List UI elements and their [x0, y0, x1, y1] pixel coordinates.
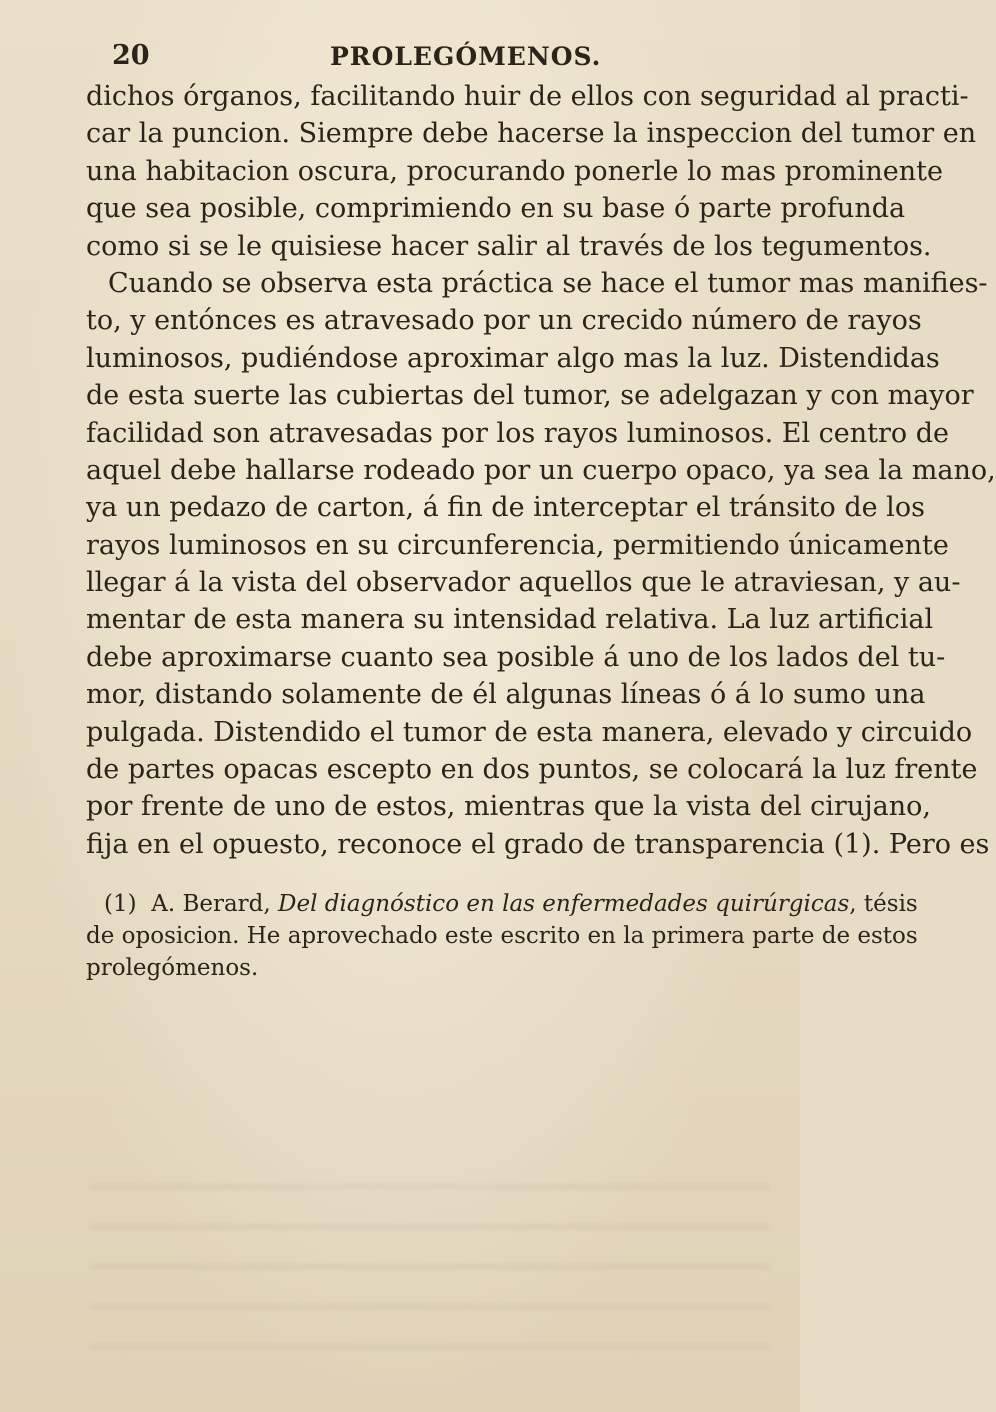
- text-line: que sea posible, comprimiendo en su base ó parte profunda: [86, 193, 906, 225]
- text-line: pulgada. Distendido el tumor de esta manera, elevado y circuido: [86, 716, 973, 748]
- footnote-line: de oposicion. He aprovechado este escrito en la primera parte de estos: [86, 923, 918, 949]
- page-number: 20: [112, 40, 150, 71]
- text-line: car la puncion. Siempre debe hacerse la inspeccion del tumor en: [86, 118, 977, 150]
- footnote-cited-title: Del diagnóstico en las enfermedades quirúrgicas: [278, 891, 850, 917]
- text-line: como si se le quisiese hacer salir al través de los tegumentos.: [86, 230, 932, 262]
- footnote-rest: , tésis: [849, 891, 918, 917]
- text-line: debe aproximarse cuanto sea posible á uno de los lados del tu-: [86, 641, 946, 673]
- footnote-line: [86, 888, 918, 920]
- text-line: llegar á la vista del observador aquellos que le atraviesan, y au-: [86, 567, 961, 599]
- text-line: por frente de uno de estos, mientras que la vista del cirujano,: [86, 791, 931, 823]
- text-line: fija en el opuesto, reconoce el grado de transparencia (1). Pero es: [86, 828, 990, 860]
- text-line: dichos órganos, facilitando huir de ellos con seguridad al practi-: [86, 81, 969, 112]
- text-line: una habitacion oscura, procurando ponerle lo mas prominente: [86, 155, 943, 187]
- text-line: de partes opacas escepto en dos puntos, se colocará la luz frente: [86, 754, 978, 786]
- body-text: [86, 78, 996, 863]
- text-line: luminosos, pudiéndose aproximar algo mas la luz. Distendidas: [86, 342, 940, 374]
- text-line: rayos luminosos en su circunferencia, permitiendo únicamente: [86, 529, 949, 561]
- footnote-author: A. Berard,: [151, 891, 271, 917]
- show-through-text: [90, 1150, 770, 1380]
- text-line: mentar de esta manera su intensidad relativa. La luz artificial: [86, 604, 934, 636]
- text-line: ya un pedazo de carton, á fin de interceptar el tránsito de los: [86, 492, 925, 524]
- footnote: [86, 888, 918, 984]
- page-header: [0, 40, 800, 80]
- footnote-marker: (1): [104, 891, 137, 917]
- text-line: to, y entónces es atravesado por un crecido número de rayos: [86, 305, 922, 337]
- text-line: facilidad son atravesadas por los rayos luminosos. El centro de: [86, 417, 950, 449]
- text-line: mor, distando solamente de él algunas líneas ó á lo sumo una: [86, 679, 926, 711]
- text-line: aquel debe hallarse rodeado por un cuerpo opaco, ya sea la mano,: [86, 454, 996, 486]
- footnote-line: prolegómenos.: [86, 955, 259, 981]
- text-line: de esta suerte las cubiertas del tumor, se adelgazan y con mayor: [86, 380, 974, 412]
- running-head: PROLEGÓMENOS.: [330, 42, 602, 71]
- text-line: Cuando se observa esta práctica se hace el tumor mas manifies-: [108, 267, 988, 299]
